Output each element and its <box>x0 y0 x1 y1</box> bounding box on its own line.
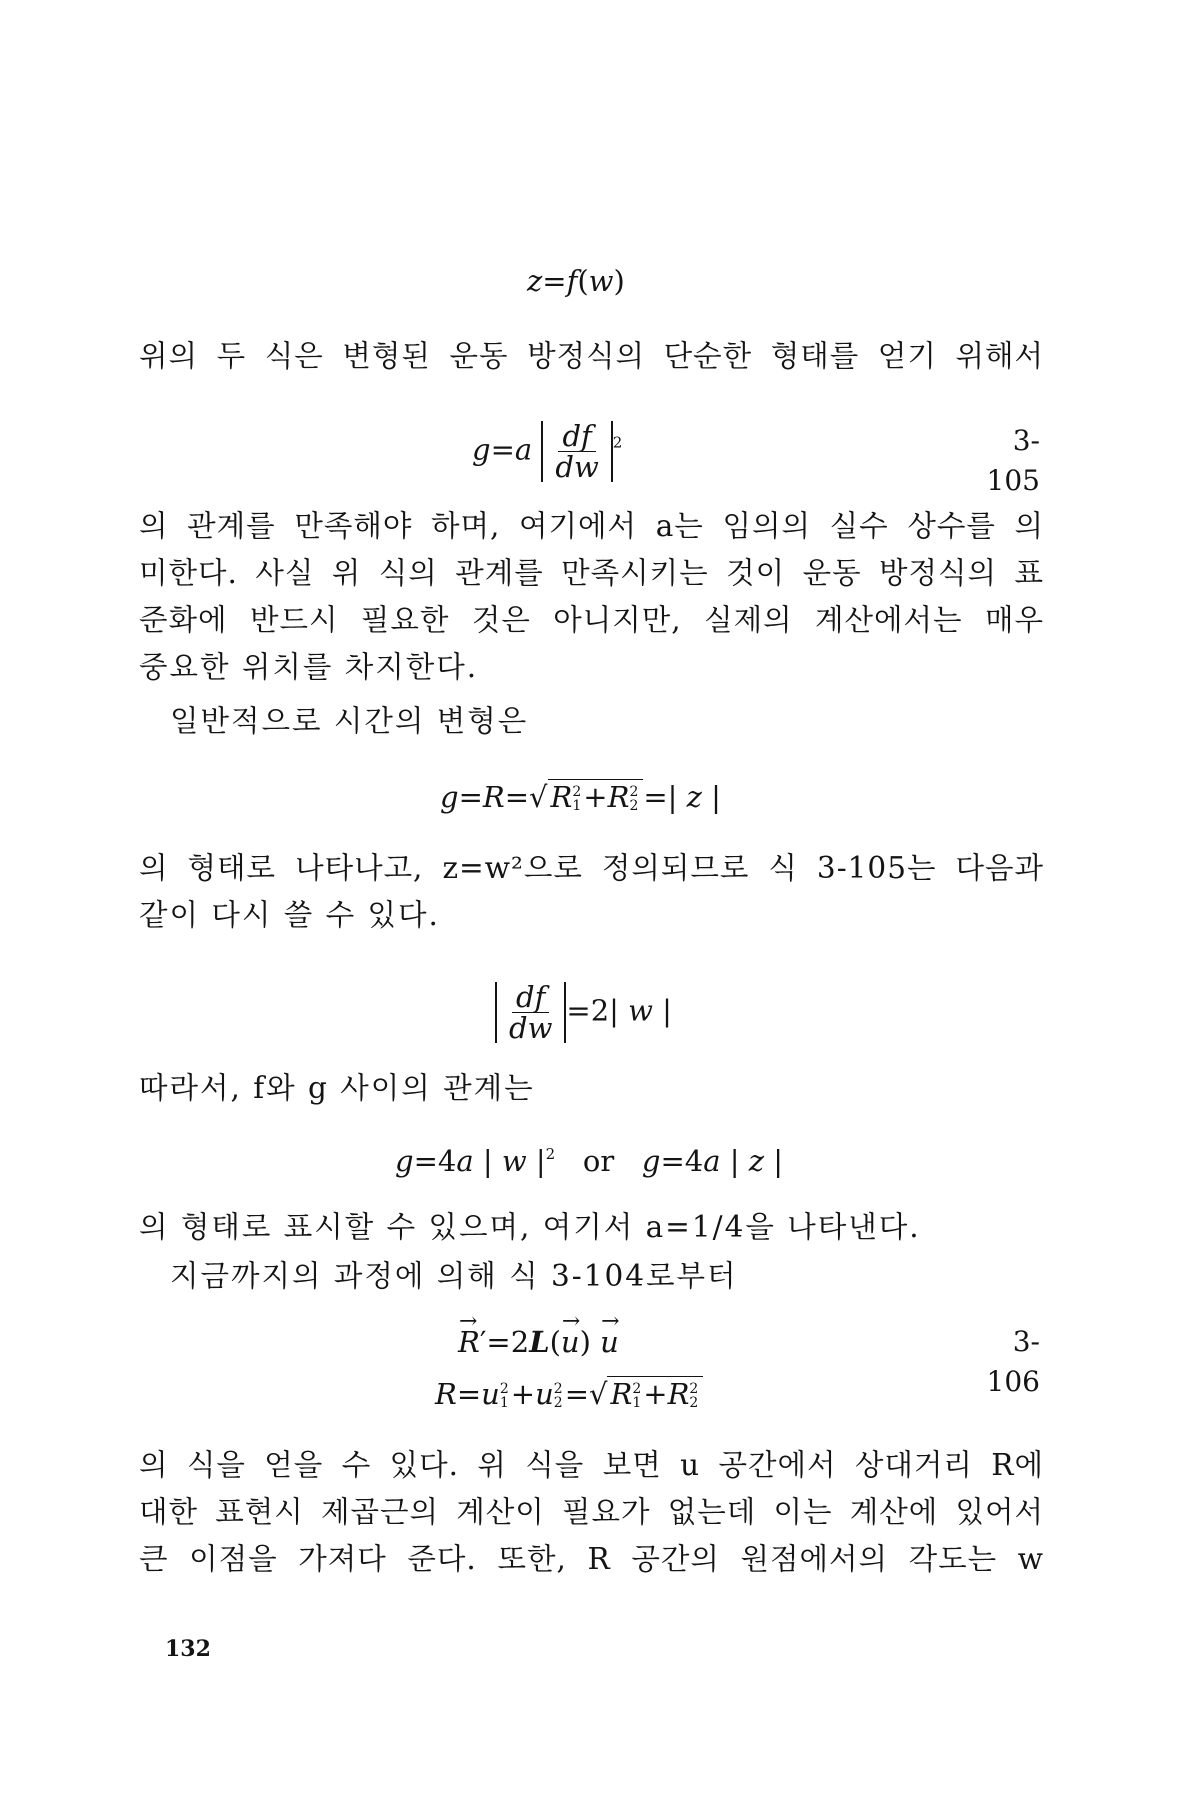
equation-number-3-105: 3-105 <box>986 424 1040 497</box>
text-line-10: 의 형태로 표시할 수 있으며, 여기서 a=1/4을 나타낸다. <box>139 1210 921 1244</box>
text-line-1: 위의 두 식은 변형된 운동 방정식의 단순한 형태를 얻기 위해서 <box>139 339 1044 373</box>
equation-number-3-106: 3-106 <box>986 1325 1040 1398</box>
text-line-9: 따라서, f와 g 사이의 관계는 <box>139 1071 535 1105</box>
text-line-11: 지금까지의 과정에 의해 식 3-104로부터 <box>170 1259 738 1293</box>
equation-R-u: R=u 2 1 +u 2 2 =√ R 2 1 +R 2 2 <box>435 1374 703 1414</box>
equation-z-f-w: z=f(w) <box>527 264 625 298</box>
equation-3-105: g=a $\frac{df}{dw}$ $^2$ <box>472 419 623 484</box>
equation-dfdw: $\frac{df}{dw}$ =2| w | <box>495 982 672 1043</box>
equation-g-R: g=R=√ R 2 1 +R 2 2 =| z | <box>440 780 721 814</box>
text-line-13: 대한 표현시 제곱근의 계산이 필요가 없는데 이는 계산에 있어서 <box>139 1495 1044 1529</box>
equation-3-106: → R′=2L(→ u) → u <box>458 1322 619 1362</box>
text-line-7: 의 형태로 나타나고, z=w²으로 정의되므로 식 3-105는 다음과 <box>139 851 1044 885</box>
text-line-6: 일반적으로 시간의 변형은 <box>170 704 529 738</box>
page-number: 132 <box>165 1636 211 1662</box>
text-line-8: 같이 다시 쓸 수 있다. <box>139 898 440 932</box>
equation-g-4a: g=4a | w $|^2$ or g=4a | z | <box>395 1144 783 1178</box>
text-line-5: 중요한 위치를 차지한다. <box>139 650 479 684</box>
text-line-14: 큰 이점을 가져다 준다. 또한, R 공간의 원점에서의 각도는 w <box>139 1542 1044 1576</box>
text-line-3: 미한다. 사실 위 식의 관계를 만족시키는 것이 운동 방정식의 표 <box>139 556 1044 590</box>
text-line-4: 준화에 반드시 필요한 것은 아니지만, 실제의 계산에서는 매우 <box>139 603 1044 637</box>
text-line-2: 의 관계를 만족해야 하며, 여기에서 a는 임의의 실수 상수를 의 <box>139 509 1044 543</box>
text-line-12: 의 식을 얻을 수 있다. 위 식을 보면 u 공간에서 상대거리 R에 <box>139 1448 1044 1482</box>
